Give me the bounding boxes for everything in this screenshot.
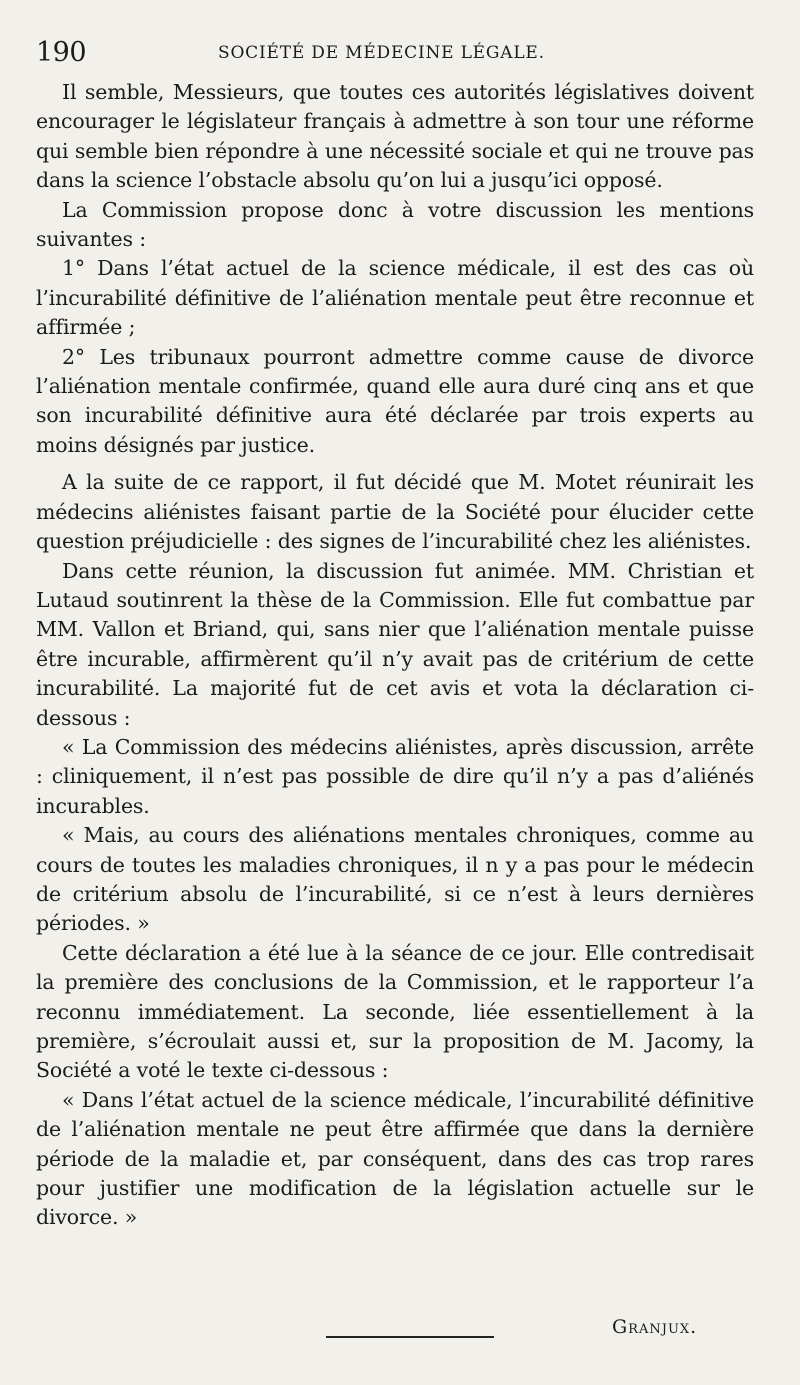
paragraph-quote-2: « Mais, au cours des aliénations mentales chroniques, comme au cours de toutes les maladies chroniques, il n y a pas pour le médecin de critérium absolu de l’incurabilité, si ce n’est à leurs dernières périodes. » [36, 823, 754, 936]
paragraph-intro: Il semble, Messieurs, que toutes ces autorités législatives doivent encourager le législateur français à admettre à son tour une réforme qui semble bien répondre à une nécessité sociale et qui ne trouve pas dans la science l’obstacle absolu qu’on lui a jusqu’ici opposé. [36, 80, 754, 193]
page-number: 190 [36, 37, 87, 68]
body-text [36, 78, 754, 1233]
author-signature: Granjux. [612, 1316, 698, 1338]
paragraph-commission-proposal: La Commission propose donc à votre discussion les mentions suivantes : [36, 197, 754, 252]
closing-rule [326, 1336, 494, 1338]
paragraph-declaration: Cette déclaration a été lue à la séance de ce jour. Elle contredisait la première des conclusions de la Commission, et le rapporteur l’a reconnu immédiatement. La seconde, liée essentiellement à la première, s’écroulait aussi et, sur la proposition de M. Jacomy, la Société a voté le texte ci-dessous : [36, 940, 754, 1083]
paragraph-quote-1: « La Commission des médecins aliénistes, après discussion, arrête : cliniquement, il n’est pas possible de dire qu’il n’y a pas d’aliénés incurables. [36, 734, 754, 818]
paragraph-proposal-1: 1° Dans l’état actuel de la science médicale, il est des cas où l’incurabilité définitive de l’aliénation mentale peut être reconnue et affirmée ; [36, 256, 754, 340]
page-header [36, 36, 756, 70]
running-title: SOCIÉTÉ DE MÉDECINE LÉGALE. [218, 43, 545, 63]
paragraph-discussion: Dans cette réunion, la discussion fut animée. MM. Christian et Lutaud soutinrent la thèse de la Commission. Elle fut combattue par MM. Vallon et Briand, qui, sans nier que l’aliénation mentale puisse être incurable, affirmèrent qu’il n’y avait pas de critérium de cette incurabilité. La majorité fut de cet avis et vota la déclaration ci-dessous : [36, 558, 754, 730]
paragraph-final-text: « Dans l’état actuel de la science médicale, l’incurabilité définitive de l’aliénation mentale ne peut être affirmée que dans la dernière période de la maladie et, par conséquent, dans des cas trop rares pour justifier une modification de la législation actuelle sur le divorce. » [36, 1087, 754, 1230]
paragraph-proposal-2: 2° Les tribunaux pourront admettre comme cause de divorce l’aliénation mentale confirmée, quand elle aura duré cinq ans et que son incurabilité définitive aura été déclarée par trois experts au moins désignés par justice. [36, 344, 754, 457]
paragraph-motet-meeting: A la suite de ce rapport, il fut décidé que M. Motet réunirait les médecins aliénistes faisant partie de la Société pour élucider cette question préjudicielle : des signes de l’incurabilité chez les aliénistes. [36, 470, 754, 554]
